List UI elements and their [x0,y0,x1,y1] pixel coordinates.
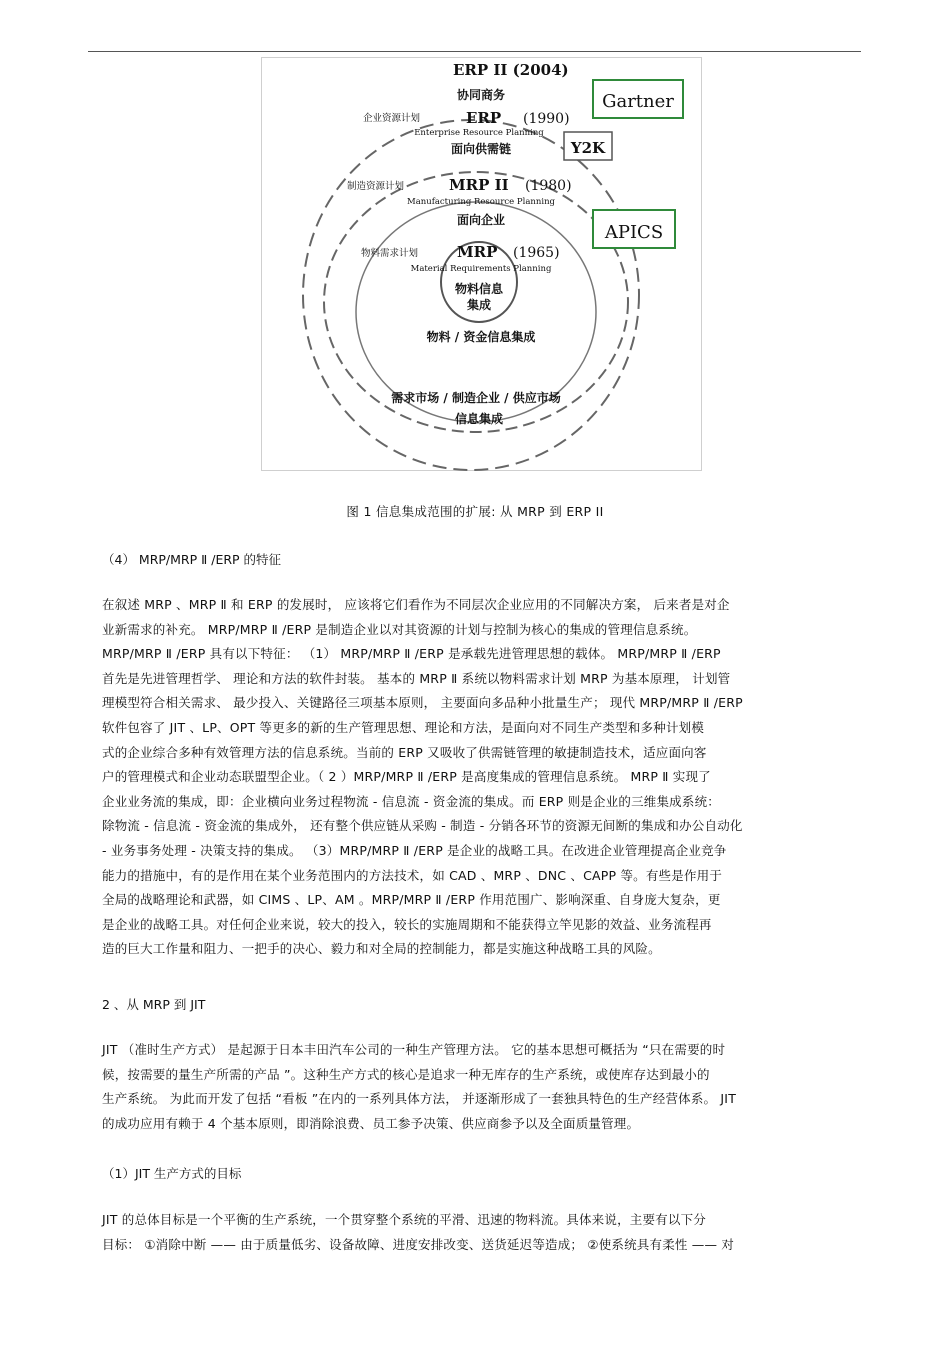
text-line: 首先是先进管理哲学、 理论和方法的软件封装。 基本的 MRP Ⅱ 系统以物料需求计划 MRP 为基本原理， 计划管 [102,670,731,686]
ring-erp-text-2: 信息集成 [454,412,504,426]
box-gartner-label: Gartner [602,91,674,112]
text-line: 全局的战略理论和武器，如 CIMS 、LP、AM 。MRP/MRP Ⅱ /ERP 作用范围广、影响深重、自身庞大复杂，更 [102,892,721,908]
text-line: 软件包容了 JIT 、LP、OPT 等更多的新的生产管理思想、理论和方法，是面向对不同生产类型和多种计划模 [102,719,705,735]
box-apics-label: APICS [604,222,664,243]
text-line: 理模型符合相关需求、 最少投入、关键路径三项基本原则， 主要面向多品种小批量生产； 现代 MRP/MRP Ⅱ /ERP [102,695,743,711]
erp-cn-label: 企业资源计划 [363,113,421,124]
section-heading-jit-goals: （1）JIT 生产方式的目标 [102,1166,242,1181]
mrp-cn-label: 物料需求计划 [361,248,419,259]
box-y2k-label: Y2K [570,139,606,157]
mrp2-en-label: Manufacturing Resource Planning [406,197,556,207]
text-line: 生产系统。 为此而开发了包括 “看板 ”在内的一系列具体方法， 并逐渐形成了一套独具特色的生产经营体系。 JIT [102,1091,737,1107]
text-line: 造的巨大工作量和阻力、一把手的决心、毅力和对全局的控制能力，都是实施这种战略工具的风险。 [102,941,661,957]
mrp2-year: (1980) [525,178,572,194]
figure-caption: 图 1 信息集成范围的扩展: 从 MRP 到 ERP II [346,504,604,519]
ring-erp-text-1: 需求市场 / 制造企业 / 供应市场 [391,391,561,405]
section-heading-mrp-jit: 2 、从 MRP 到 JIT [102,997,206,1012]
text-line: 能力的措施中，有的是作用在某个业务范围内的方法技术，如 CAD 、MRP 、DNC 、CAPP 等。有些是作用于 [102,867,723,883]
paragraph-jit-goals [102,1208,862,1257]
text-line: 候，按需要的量生产所需的产品 ”。这种生产方式的核心是追求一种无库存的生产系统，或使库存达到最小的 [102,1066,710,1082]
text-line: 是企业的战略工具。对任何企业来说，较大的投入，较长的实施周期和不能获得立竿见影的效益、业务流程再 [102,916,712,932]
text-line: JIT 的总体目标是一个平衡的生产系统，一个贯穿整个系统的平滑、迅速的物料流。具体来说，主要有以下分 [102,1212,706,1227]
section-heading-features: （4） MRP/MRP Ⅱ /ERP 的特征 [102,552,282,567]
erp-focus-label: 面向供需链 [450,142,512,156]
text-line: 除物流 - 信息流 - 资金流的集成外， 还有整个供应链从采购 - 制造 - 分销各环节的资源无间断的集成和办公自动化 [102,818,743,834]
text-line: 在叙述 MRP 、MRP Ⅱ 和 ERP 的发展时， 应该将它们看作为不同层次企业应用的不同解决方案， 后来者是对企 [102,597,730,612]
text-line: 式的企业综合多种有效管理方法的信息系统。当前的 ERP 又吸收了供需链管理的敏捷制造技术，适应面向客 [102,744,707,760]
ring-mrp2-text: 物料 / 资金信息集成 [426,330,536,344]
collab-label: 协同商务 [456,88,506,102]
mrp-en-label: Material Requirements Planning [410,264,552,274]
erp-evolution-diagram [261,57,702,471]
text-line: MRP/MRP Ⅱ /ERP 具有以下特征： （1） MRP/MRP Ⅱ /ERP 是承载先进管理思想的载体。 MRP/MRP Ⅱ /ERP [102,646,721,662]
text-line: 企业业务流的集成，即：企业横向业务过程物流 - 信息流 - 资金流的集成。而 ERP 则是企业的三维集成系统： [102,793,720,809]
mrp2-cn-label: 制造资源计划 [347,181,405,192]
mrp2-focus-label: 面向企业 [456,213,506,227]
paragraph-features [102,593,862,962]
text-line: 目标： ①消除中断 —— 由于质量低劣、设备故障、进度安排改变、送货延迟等造成； ②使系统具有柔性 —— 对 [102,1236,735,1252]
mrp-core-label-1: 物料信息 [454,282,504,296]
erp-year: (1990) [523,111,570,127]
top-rule [88,51,861,52]
mrp2-label: MRP II [449,176,509,194]
erp-en-label: Enterprise Resource Planning [414,128,544,138]
text-line: 业新需求的补充。 MRP/MRP Ⅱ /ERP 是制造企业以对其资源的计划与控制为核心的集成的管理信息系统。 [102,621,697,637]
erp2-label: ERP II (2004) [453,61,569,79]
erp-label: ERP [466,109,502,127]
mrp-label: MRP [457,243,498,261]
erp-evolution-figure [261,57,702,471]
text-line: 的成功应用有赖于 4 个基本原则，即消除浪费、员工参予决策、供应商参予以及全面质量管理。 [102,1115,640,1131]
text-line: 户的管理模式和企业动态联盟型企业。（ 2 ）MRP/MRP Ⅱ /ERP 是高度集成的管理信息系统。 MRP Ⅱ 实现了 [102,769,711,785]
paragraph-jit [102,1038,862,1136]
text-line: JIT （准时生产方式） 是起源于日本丰田汽车公司的一种生产管理方法。 它的基本思想可概括为 “只在需要的时 [102,1042,726,1057]
mrp-core-label-2: 集成 [466,298,492,312]
mrp-year: (1965) [513,245,560,261]
text-line: - 业务事务处理 - 决策支持的集成。 （3）MRP/MRP Ⅱ /ERP 是企业的战略工具。在改进企业管理提高企业竞争 [102,842,727,858]
ring-mrp2 [356,202,596,422]
